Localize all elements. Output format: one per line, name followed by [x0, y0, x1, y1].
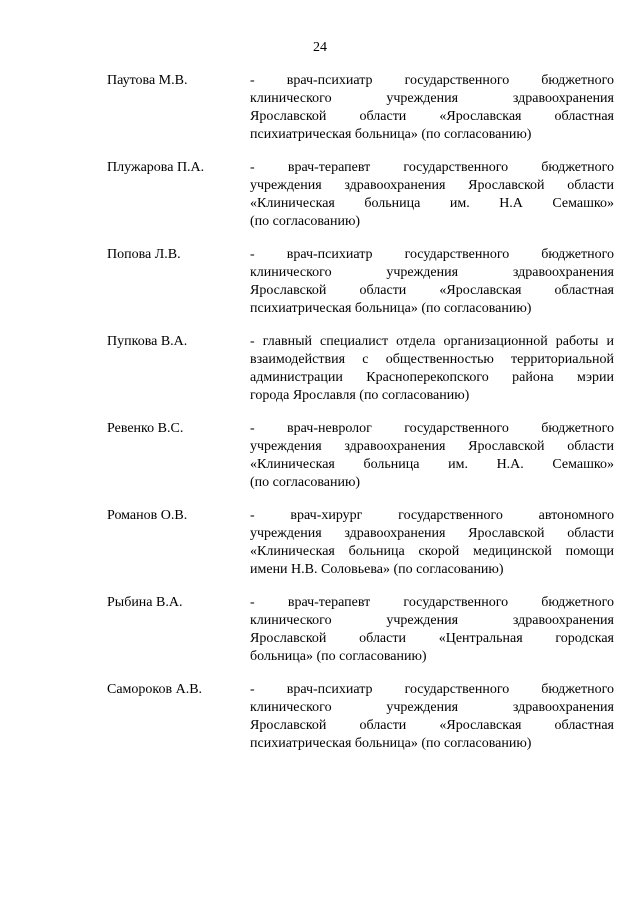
position-line: клинического учреждения здравоохранения — [250, 91, 614, 106]
member-position — [250, 159, 614, 231]
position-line: взаимодействия с общественностью территориальной — [250, 352, 614, 367]
position-line: больница» (по согласованию) — [250, 649, 427, 664]
position-line: клинического учреждения здравоохранения — [250, 613, 614, 628]
member-position — [250, 246, 614, 318]
member-position — [250, 594, 614, 666]
position-line: «Клиническая больница им. Н.А. Семашко» — [250, 457, 614, 472]
position-line: учреждения здравоохранения Ярославской области — [250, 439, 614, 454]
member-name: Рыбина В.А. — [107, 595, 183, 610]
position-line: города Ярославля (по согласованию) — [250, 388, 470, 403]
position-line: клинического учреждения здравоохранения — [250, 265, 614, 280]
position-line: - врач-невролог государственного бюджетного — [250, 421, 614, 436]
position-line: Ярославской области «Ярославская областная — [250, 718, 614, 733]
position-line: Ярославской области «Ярославская областная — [250, 283, 614, 298]
position-line: учреждения здравоохранения Ярославской области — [250, 178, 614, 193]
member-position — [250, 507, 614, 579]
position-line: клинического учреждения здравоохранения — [250, 700, 614, 715]
position-line: Ярославской области «Центральная городская — [250, 631, 614, 646]
member-position — [250, 72, 614, 144]
position-line: - врач-хирург государственного автономного — [250, 508, 614, 523]
member-name: Плужарова П.А. — [107, 160, 205, 175]
page-number: 24 — [313, 40, 327, 55]
member-name: Попова Л.В. — [107, 247, 181, 262]
member-name: Романов О.В. — [107, 508, 188, 523]
position-line: психиатрическая больница» (по согласованию) — [250, 127, 532, 142]
position-line: - главный специалист отдела организационной работы и — [250, 334, 614, 349]
member-name: Пупкова В.А. — [107, 334, 188, 349]
member-position — [250, 420, 614, 492]
member-name: Паутова М.В. — [107, 73, 188, 88]
position-line: администрации Красноперекопского района мэрии — [250, 370, 614, 385]
position-line: «Клиническая больница им. Н.А Семашко» — [250, 196, 614, 211]
position-line: - врач-терапевт государственного бюджетного — [250, 595, 614, 610]
member-name: Ревенко В.С. — [107, 421, 184, 436]
position-line: психиатрическая больница» (по согласованию) — [250, 301, 532, 316]
position-line: - врач-психиатр государственного бюджетного — [250, 247, 614, 262]
member-position — [250, 681, 614, 753]
position-line: - врач-психиатр государственного бюджетного — [250, 682, 614, 697]
position-line: психиатрическая больница» (по согласованию) — [250, 736, 532, 751]
position-line: (по согласованию) — [250, 214, 361, 229]
position-line: - врач-психиатр государственного бюджетного — [250, 73, 614, 88]
member-name: Самороков А.В. — [107, 682, 203, 697]
position-line: «Клиническая больница скорой медицинской помощи — [250, 544, 614, 559]
position-line: имени Н.В. Соловьева» (по согласованию) — [250, 562, 504, 577]
position-line: учреждения здравоохранения Ярославской области — [250, 526, 614, 541]
position-line: (по согласованию) — [250, 475, 361, 490]
member-position — [250, 333, 614, 405]
position-line: Ярославской области «Ярославская областная — [250, 109, 614, 124]
position-line: - врач-терапевт государственного бюджетного — [250, 160, 614, 175]
